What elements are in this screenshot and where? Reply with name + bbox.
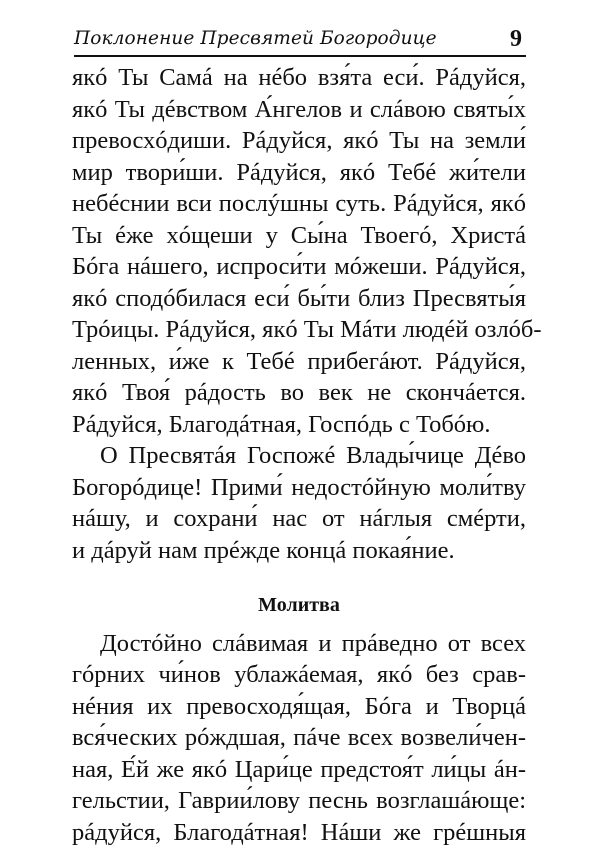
text-line: гóрних чи́нов ублажáемая, якó без срав- [72, 659, 526, 691]
text-line: гельстии, Гаврии́лову песнь возглашáюще: [72, 785, 526, 817]
text-line: О Пресвятáя Госпожé Влады́чице Дéво [72, 440, 526, 472]
body-text [72, 62, 526, 848]
page-number: 9 [510, 26, 522, 53]
text-line: Рáдуйся, Благодáтная, Госпóдь с Тобóю. [72, 409, 526, 441]
text-line: нéния их превосходя́щая, Бóга и Творцá [72, 691, 526, 723]
text-line: нáшу, и сохрани́ нас от нáглыя смéрти, [72, 503, 526, 535]
text-line: рáдуйся, Благодáтная! Нáши же грéшныя [72, 817, 526, 848]
text-line: Богорóдице! Прими́ недостóйную моли́тву [72, 472, 526, 504]
text-line: вся́ческих рóждшая, пáче всех возвели́чен- [72, 722, 526, 754]
header-rule [74, 55, 526, 57]
running-title: Поклонение Пресвятей Богородице [74, 28, 437, 49]
text-line: якó Ты дéвством А́нгелов и слáвою святы́х [72, 94, 526, 126]
section-title: Молитва [72, 590, 526, 622]
text-line: Достóйно слáвимая и прáведно от всех [72, 628, 526, 660]
paragraph-prayer-ending [72, 440, 526, 566]
running-header [74, 20, 526, 54]
text-line: небéснии вси послýшны суть. Рáдуйся, якó [72, 188, 526, 220]
text-line: и дáруй нам прéжде концá покая́ние. [72, 535, 526, 567]
text-line: Ты éже хóщеши у Сы́на Твоегó, Христá [72, 220, 526, 252]
text-line: якó Твоя́ рáдость во век не скончáется. [72, 377, 526, 409]
text-line: якó Ты Самá на нéбо взя́та еси́. Рáдуйся, [72, 62, 526, 94]
text-line: Трóицы. Рáдуйся, якó Ты Мáти людéй озлóб- [72, 314, 526, 346]
text-line: превосхóдиши. Рáдуйся, якó Ты на земли́ [72, 125, 526, 157]
text-line: ная, Е́й же якó Цари́це предстоя́т ли́цы áн- [72, 754, 526, 786]
text-line: ленных, и́же к Тебé прибегáют. Рáдуйся, [72, 346, 526, 378]
text-line: якó сподóбилася еси́ бы́ти близ Пресвяты́я [72, 283, 526, 315]
text-line: Бóга нáшего, испроси́ти мóжеши. Рáдуйся, [72, 251, 526, 283]
paragraph-molitva [72, 628, 526, 848]
paragraph-continuation [72, 62, 526, 440]
text-line: мир твори́ши. Рáдуйся, якó Тебé жи́тели [72, 157, 526, 189]
